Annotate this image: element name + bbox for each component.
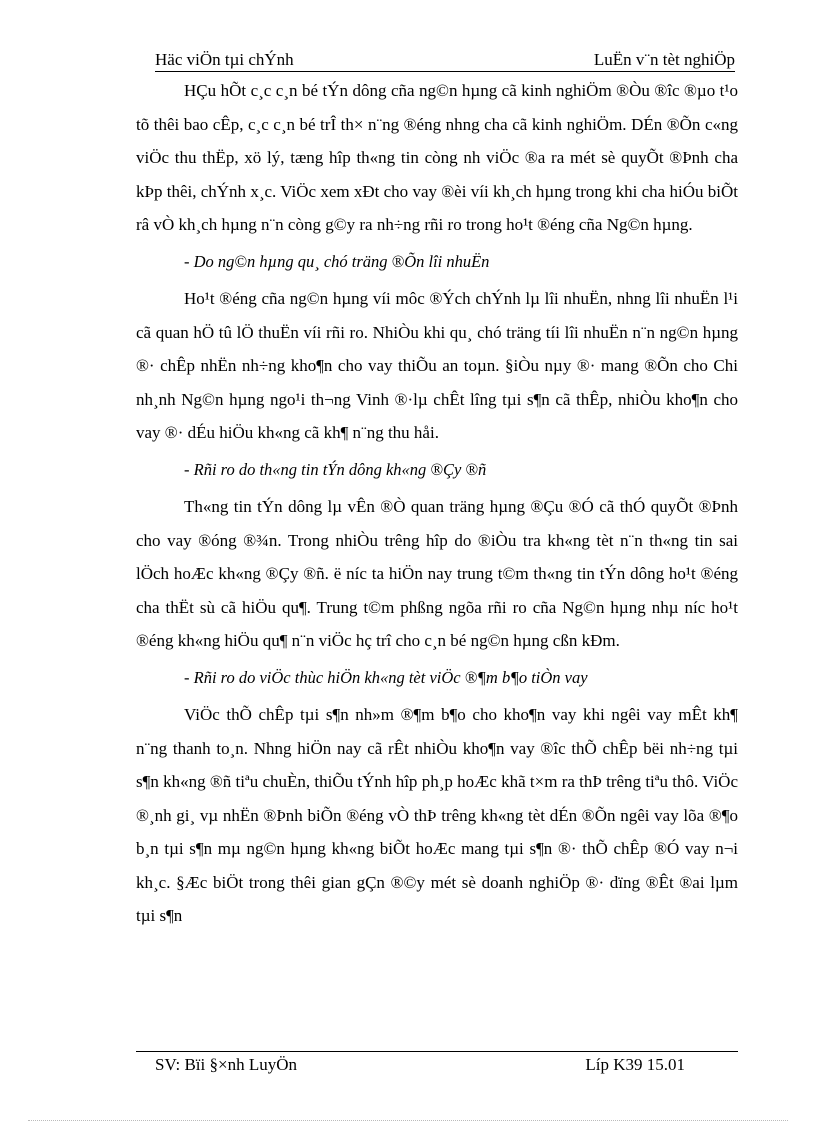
page-header <box>155 50 735 72</box>
footer-divider <box>136 1051 738 1052</box>
page-edge-divider <box>28 1120 788 1121</box>
body-paragraph: Ho¹t ®éng cña ng©n hµng víi môc ®Ých chÝnh lµ lîi nhuËn, nhng lîi nhuËn l¹i cã quan hÖ tû lÖ thuËn víi rñi ro. NhiÒu khi qu¸ chó träng tíi lîi nhuËn n¨n ng©n hµng ®· chÊp nhËn nh÷ng kho¶n cho vay thiÕu an toµn. §iÒu nµy ®· mang ®Õn cho Chi nh¸nh Ng©n hµng ngo¹i th¬ng Vinh ®·lµ chÊt lîng tµi s¶n cã thÊp, nhiÒu kho¶n cho vay ®· dÉu hiÖu kh«ng cã kh¶ n¨ng thu håi. <box>136 288 738 443</box>
header-divider <box>155 71 735 72</box>
body-paragraph: HÇu hÕt c¸c c¸n bé tÝn dông cña ng©n hµng cã kinh nghiÖm ®Òu ®îc ®µo t¹o tõ thêi bao cÊp, c¸c c¸n bé trÎ th× n¨ng ®éng nhng cha cã kinh nghiÖm. DÉn ®Õn c«ng viÖc thu thËp, xö lý, tæng hîp th«ng tin còng nh viÖc ®a ra mét sè quyÕt ®Þnh cha kÞp thêi, chÝnh x¸c. ViÖc xem xÐt cho vay ®èi víi kh¸ch hµng trong khi cha hiÓu biÕt râ vÒ kh¸ch hµng n¨n còng g©y ra nh÷ng rñi ro trong ho¹t ®éng cña Ng©n hµng. <box>136 81 738 235</box>
body-paragraph: ViÖc thÕ chÊp tµi s¶n nh»m ®¶m b¶o cho kho¶n vay khi ngêi vay mÊt kh¶ n¨ng thanh to¸n. Nhng hiÖn nay cã rÊt nhiÒu kho¶n vay ®îc thÕ chÊp bëi nh÷ng tµi s¶n kh«ng ®ñ tiªu chuÈn, thiÕu tÝnh hîp ph¸p hoÆc khã t×m ra thÞ trêng tiªu thô. ViÖc ®¸nh gi¸ vµ nhËn ®Þnh biÕn ®éng vÒ thÞ trêng kh«ng tèt dÉn ®Õn ngêi vay lõa ®¶o b¸n tµi s¶n mµ ng©n hµng kh«ng biÕt hoÆc mang tµi s¶n ®· thÕ chÊp ®Ó vay n¬i kh¸c. §Æc biÖt trong thêi gian gÇn ®©y mét sè doanh nghiÖp ®· dïng ®Êt ®ai lµm tµi s¶n <box>136 704 738 926</box>
footer-class: Líp K39 15.01 <box>585 1055 685 1074</box>
page-body <box>136 74 738 933</box>
section-heading: - Rñi ro do viÖc thùc hiÖn kh«ng tèt viÖc ®¶m b¶o tiÒn vay <box>184 667 588 687</box>
header-institution: Häc viÖn tµi chÝnh <box>155 50 294 69</box>
header-document-type: LuËn v¨n tèt nghiÖp <box>593 50 735 69</box>
section-heading: - Rñi ro do th«ng tin tÝn dông kh«ng ®Çy ®ñ <box>184 459 487 479</box>
page-footer <box>155 1055 685 1077</box>
footer-student: SV: Bïi §×nh LuyÖn <box>155 1055 297 1074</box>
body-paragraph: Th«ng tin tÝn dông lµ vÊn ®Ò quan träng hµng ®Çu ®Ó cã thÓ quyÕt ®Þnh cho vay ®óng ®¾n. Trong nhiÒu trêng hîp do ®iÒu tra kh«ng tèt n¨n th«ng tin sai lÖch hoÆc kh«ng ®Çy ®ñ. ë níc ta hiÖn nay trung t©m th«ng tin tÝn dông ho¹t ®éng cha thËt sù cã hiÖu qu¶. Trung t©m phßng ngõa rñi ro cña Ng©n hµng nhµ níc ho¹t ®éng kh«ng hiÖu qu¶ n¨n viÖc hç trî cho c¸n bé ng©n hµng cßn kÐm. <box>136 496 738 651</box>
section-heading: - Do ng©n hµng qu¸ chó träng ®Õn lîi nhuËn <box>184 251 490 271</box>
